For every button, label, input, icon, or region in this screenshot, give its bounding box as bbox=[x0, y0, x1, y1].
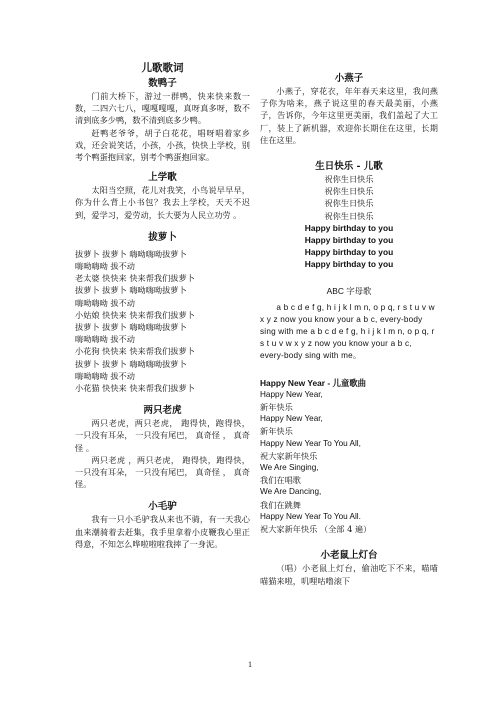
song-title-xiao-maolv: 小毛驴 bbox=[148, 501, 177, 513]
lyric-line-en: Happy birthday to you bbox=[304, 235, 394, 246]
lyric-line: 新年快乐 bbox=[260, 426, 293, 437]
lyric-line: 祝你生日快乐 bbox=[324, 210, 374, 221]
lyric-line-en: We Are Singing, bbox=[260, 463, 319, 473]
lyric-line: 老太婆 快快来 快来帮我们拔萝卜 bbox=[75, 273, 195, 284]
lyric-line: 嗨呦嗨呦 拔不动 bbox=[75, 297, 135, 308]
song-title-shu-yazi: 数鸭子 bbox=[148, 78, 177, 89]
song-paragraph: 两只老虎，两只老虎， 跑得快，跑得快， 一只没有耳朵， 一只没有尾巴， 真奇怪 ， 真奇怪 。 bbox=[75, 418, 250, 453]
right-column bbox=[260, 72, 438, 587]
song-paragraph: 我有一只小毛驴我从来也不骑，有一天我心血来潮骑着去赶集，我手里拿着小皮鞭我心里正得意，不知怎么哗啦啦啦我摔了一身泥。 bbox=[75, 514, 250, 549]
song-title-ba-luobo: 拔萝卜 bbox=[148, 231, 177, 243]
song-paragraph: 小燕子，穿花衣，年年春天来这里，我问燕子你为啥来，燕子说这里的春天最美丽，小燕子，告诉你，今年这里更美丽，我们盖起了大工厂，装上了新机器，欢迎你长期住在这里，长期住在这里。 bbox=[260, 86, 438, 145]
lyric-line: 嗨呦嗨呦 拔不动 bbox=[75, 261, 135, 272]
song-paragraph: （唱）小老鼠上灯台，偷油吃下不来，喵喵喵猫来啦，叽哩咕噜滚下 bbox=[260, 563, 438, 586]
song-title-shangxue-ge: 上学歌 bbox=[148, 172, 177, 184]
song-paragraph: 赶鸭老爷爷，胡子白花花，唱呀唱着家乡戏，还会说笑话，小孩，小孩，快快上学校，别考个鸭蛋抱回家，别考个鸭蛋抱回家。 bbox=[75, 127, 250, 163]
lyric-line: 拔萝卜 拔萝卜 嗨呦嗨呦拔萝卜 bbox=[75, 248, 187, 259]
lyric-line: 嗨呦嗨呦 拔不动 bbox=[75, 334, 135, 345]
lyric-line-en: We Are Dancing, bbox=[260, 487, 322, 497]
lyric-line: 新年快乐 bbox=[260, 402, 293, 413]
lyric-line: 拔萝卜 拔萝卜 嗨呦嗨呦拔萝卜 bbox=[75, 322, 187, 333]
song-title-xiao-yanzi: 小燕子 bbox=[334, 73, 364, 84]
lyric-line: 拔萝卜 拔萝卜 嗨呦嗨呦拔萝卜 bbox=[75, 285, 187, 296]
lyric-line-en: Happy birthday to you bbox=[304, 247, 394, 258]
song-paragraph: 门前大桥下，游过一群鸭，快来快来数一数，二四六七八，嘎嘎嘎嘎，真呀真多呀，数不清到底多少鸭，数不清到底多少鸭。 bbox=[75, 91, 250, 126]
lyric-line: 祝大家新年快乐 （全部 4 遍） bbox=[260, 524, 372, 535]
lyric-line: 祝你生日快乐 bbox=[324, 186, 374, 197]
song-title-happy-new-year: Happy New Year - 儿童歌曲 bbox=[260, 377, 366, 388]
lyric-line: 拔萝卜 拔萝卜 嗨呦嗨呦拔萝卜 bbox=[75, 358, 187, 369]
song-title-xiao-laoshu: 小老鼠上灯台 bbox=[320, 550, 378, 562]
song-paragraph: 两只老虎 ，两只老虎， 跑得快，跑得快， 一只没有耳朵， 一只没有尾巴， 真奇怪 ， 真奇怪。 bbox=[75, 454, 250, 490]
lyric-line-en: Happy New Year, bbox=[260, 414, 323, 424]
lyric-line: 嗨呦嗨呦 拔不动 bbox=[75, 370, 135, 381]
song-title-liangzhi-laohu: 两只老虎 bbox=[143, 405, 182, 417]
lyric-line-en: Happy birthday to you bbox=[304, 222, 394, 233]
lyric-line-en: Happy New Year, bbox=[260, 389, 323, 399]
document-title: 儿歌歌词 bbox=[141, 62, 184, 74]
lyric-line: 我们在唱歌 bbox=[260, 475, 301, 486]
lyric-line-en: Happy birthday to you bbox=[304, 259, 394, 270]
page-number: 1 bbox=[248, 660, 252, 669]
song-title-birthday: 生日快乐 - 儿歌 bbox=[315, 161, 383, 173]
lyric-line: 祝你生日快乐 bbox=[324, 198, 374, 209]
lyric-line: 祝你生日快乐 bbox=[324, 174, 374, 185]
lyric-line-en: Happy New Year To You All. bbox=[260, 511, 361, 521]
song-paragraph: 太阳当空照，花儿对我笑，小鸟说早早早，你为什么背上小书包？我去上学校，天天不迟到，爱学习，爱劳动，长大要为人民立功劳 。 bbox=[75, 185, 250, 220]
lyric-line: 小姑娘 快快来 快来帮我们拔萝卜 bbox=[75, 309, 195, 320]
lyric-line: 我们在跳舞 bbox=[260, 499, 301, 510]
left-column bbox=[75, 62, 250, 550]
song-title-abc: ABC 字母歌 bbox=[326, 285, 372, 296]
lyric-line-en: Happy New Year To You All, bbox=[260, 438, 361, 448]
lyric-line: 祝大家新年快乐 bbox=[260, 450, 318, 461]
lyric-line: 小花狗 快快来 快来帮我们拔萝卜 bbox=[75, 346, 195, 357]
lyric-line: 小花猫 快快来 快来帮我们拔萝卜 bbox=[75, 383, 195, 394]
song-paragraph: a b c d e f g, h i j k l m n, o p q, r s t u v w x y z now you know your a b c, every-body sing with me a b c d e f g, h i j k l m n, o p q, r s t u v w x y z now you know your a b c, every-body sing with me。 bbox=[260, 302, 435, 361]
